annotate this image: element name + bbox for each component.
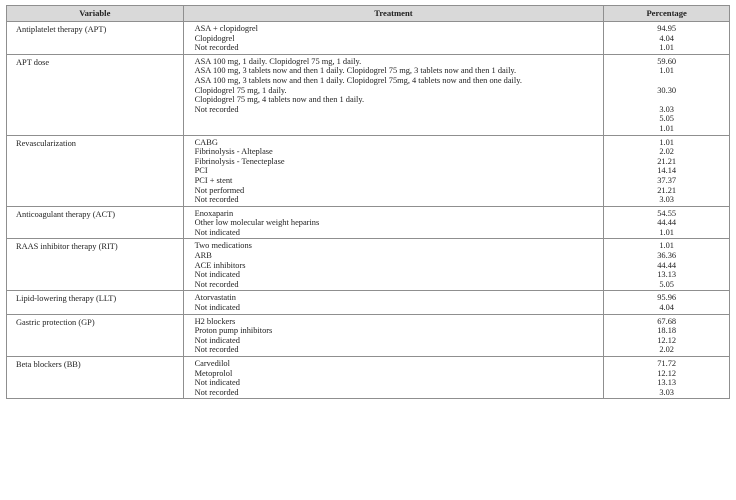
treatment-cell: [183, 54, 604, 135]
treatment-line: Not indicated: [194, 227, 240, 237]
percentage-value: 94.95: [657, 24, 677, 33]
percentage-value: 13.13: [657, 378, 677, 388]
table-row: [7, 239, 730, 291]
variable-cell: Antiplatelet therapy (APT): [7, 22, 184, 55]
percentage-value: 37.37: [657, 175, 677, 185]
percentage-value: 14.14: [657, 166, 677, 176]
header-row: [7, 6, 730, 22]
table-row: [7, 22, 730, 55]
header-percentage: Percentage: [604, 6, 730, 22]
treatment-line: Enoxaparin: [194, 208, 234, 218]
treatment-cell: [183, 314, 604, 356]
treatment-line: Not recorded: [194, 43, 239, 53]
percentage-value: 44.44: [657, 218, 677, 228]
percentage-value: 1.01: [659, 66, 674, 76]
treatment-line: Not recorded: [194, 345, 239, 355]
table-row: [7, 357, 730, 399]
treatment-cell: [183, 291, 604, 314]
header-variable: Variable: [7, 6, 184, 22]
percentage-value: 2.02: [659, 147, 674, 157]
variable-cell: Beta blockers (BB): [7, 357, 184, 399]
table-row: [7, 291, 730, 314]
treatment-cell: [183, 357, 604, 399]
percentage-value: 54.55: [657, 208, 677, 218]
percentage-value: 4.04: [659, 33, 674, 43]
table-row: [7, 54, 730, 135]
percentage-value: 71.72: [657, 359, 677, 368]
treatment-line: Not indicated: [194, 270, 240, 280]
percentage-value: 21.21: [657, 185, 677, 195]
treatment-line: Atorvastatin: [194, 293, 236, 303]
percentage-value: 13.13: [657, 270, 677, 280]
percentage-cell: [604, 206, 730, 239]
percentage-value: 36.36: [657, 251, 677, 261]
percentage-value: 3.03: [659, 387, 674, 397]
treatment-line: H2 blockers: [194, 316, 236, 326]
treatment-line: Two medications: [194, 241, 252, 251]
percentage-value: 12.12: [657, 368, 677, 378]
percentage-value: 1.01: [659, 137, 674, 147]
treatment-line: [195, 124, 604, 134]
percentage-cell: [604, 54, 730, 135]
treatment-line: [195, 114, 604, 124]
treatment-line: ASA 100 mg, 3 tablets now and then 1 daily. Clopidogrel 75mg, 4 tablets now and then one daily.: [194, 75, 522, 85]
variable-cell: APT dose: [7, 54, 184, 135]
treatment-cell: [183, 206, 604, 239]
percentage-value: 1.01: [659, 43, 674, 53]
treatment-line: Not recorded: [194, 279, 239, 289]
variable-cell: Revascularization: [7, 135, 184, 206]
variable-cell: RAAS inhibitor therapy (RIT): [7, 239, 184, 291]
treatment-line: Not performed: [194, 185, 245, 195]
percentage-value: 3.03: [659, 104, 674, 114]
table-row: [7, 206, 730, 239]
treatment-line: Fibrinolysis - Alteplase: [194, 147, 273, 157]
percentage-value: 5.05: [659, 114, 674, 124]
treatment-line: Not indicated: [194, 303, 240, 313]
percentage-value: 4.04: [659, 303, 674, 313]
table-body: [7, 22, 730, 399]
treatment-line: Carvedilol: [194, 359, 230, 368]
percentage-value: 21.21: [657, 156, 677, 166]
table-row: [7, 314, 730, 356]
results-table: [6, 5, 730, 399]
variable-cell: Anticoagulant therapy (ACT): [7, 206, 184, 239]
treatment-line: Other low molecular weight heparins: [194, 218, 320, 228]
percentage-cell: [604, 357, 730, 399]
percentage-value: 3.03: [659, 195, 674, 205]
treatment-line: Not recorded: [194, 195, 239, 205]
treatment-line: ASA + clopidogrel: [194, 24, 258, 33]
percentage-value: [604, 95, 729, 105]
treatment-line: Clopidogrel 75 mg, 4 tablets now and then 1 daily.: [194, 95, 365, 105]
percentage-value: 67.68: [657, 316, 677, 326]
treatment-line: ASA 100 mg, 1 daily. Clopidogrel 75 mg, 1 daily.: [194, 56, 362, 66]
table-row: [7, 135, 730, 206]
treatment-line: ARB: [194, 251, 212, 261]
treatment-line: ASA 100 mg, 3 tablets now and then 1 daily. Clopidogrel 75 mg, 3 tablets now and then 1 daily.: [194, 66, 517, 76]
treatment-cell: [183, 22, 604, 55]
treatment-line: CABG: [194, 137, 218, 147]
treatment-line: Not indicated: [194, 335, 240, 345]
percentage-value: 95.96: [657, 293, 677, 303]
treatment-line: Metoprolol: [194, 368, 233, 378]
percentage-value: 12.12: [657, 335, 677, 345]
percentage-value: 1.01: [659, 123, 674, 133]
treatment-line: Clopidogrel: [194, 33, 235, 43]
header-treatment: Treatment: [183, 6, 604, 22]
percentage-cell: [604, 291, 730, 314]
treatment-line: PCI + stent: [194, 175, 233, 185]
percentage-value: 44.44: [657, 260, 677, 270]
treatment-cell: [183, 135, 604, 206]
percentage-value: 30.30: [657, 85, 677, 95]
percentage-value: 1.01: [659, 241, 674, 251]
treatment-line: ACE inhibitors: [194, 260, 246, 270]
treatment-line: PCI: [194, 166, 208, 176]
treatment-line: Not recorded: [194, 387, 239, 397]
variable-cell: Lipid-lowering therapy (LLT): [7, 291, 184, 314]
percentage-value: 18.18: [657, 326, 677, 336]
treatment-line: Fibrinolysis - Tenecteplase: [194, 156, 285, 166]
percentage-cell: [604, 22, 730, 55]
percentage-value: 2.02: [659, 345, 674, 355]
percentage-cell: [604, 135, 730, 206]
percentage-value: 59.60: [657, 56, 677, 66]
treatment-line: Not indicated: [194, 378, 240, 388]
variable-cell: Gastric protection (GP): [7, 314, 184, 356]
treatment-cell: [183, 239, 604, 291]
treatment-line: Clopidogrel 75 mg, 1 daily.: [194, 85, 287, 95]
percentage-cell: [604, 314, 730, 356]
percentage-cell: [604, 239, 730, 291]
percentage-value: [604, 76, 729, 86]
treatment-line: Proton pump inhibitors: [194, 326, 273, 336]
treatment-line: Not recorded: [194, 104, 239, 114]
percentage-value: 1.01: [659, 227, 674, 237]
percentage-value: 5.05: [659, 279, 674, 289]
